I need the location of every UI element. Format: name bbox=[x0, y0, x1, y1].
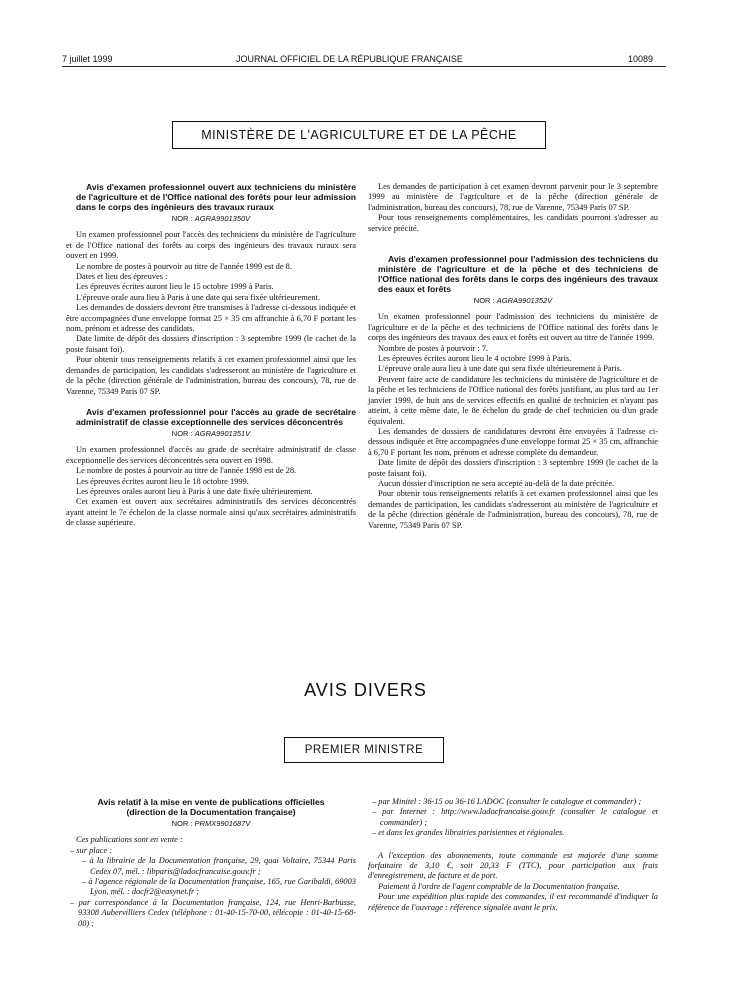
paragraph: Peuvent faire acte de candidature les techniciens du ministère de l'agriculture et de la pêche et les techniciens de l'Office national des forêts justifiant, au plus tard au 1er janvier 1999, de huit ans de services effectifs en qualité de technicien et n'ayant pas atteint, à cette même date, le 8e échelon du grade de chef technicien ou d'un grade équivalent. bbox=[368, 374, 658, 426]
paragraph: Les demandes de dossiers devront être transmises à l'adresse ci-dessous indiquée et être accompagnées d'une enveloppe format 25 × 35 cm affranchie à 6,70 F portant les nom, prénom et adresse des candidats. bbox=[66, 303, 356, 334]
header-date: 7 juillet 1999 bbox=[62, 54, 113, 64]
paragraph: A l'exception des abonnements, toute commande est majorée d'une somme forfaitaire de 3,10 €, soit 20,33 F (TTC), pour participation aux frais d'enregistrement, de facture et de port. bbox=[368, 850, 658, 881]
list-item: – à l'agence régionale de la Documentation française, 165, rue Garibaldi, 69003 Lyon, mél. : docfr2@easynet.fr ; bbox=[82, 877, 356, 897]
right-column bbox=[368, 182, 658, 531]
paragraph: Un examen professionnel pour l'accès des techniciens du ministère de l'agriculture et de l'Office national des forêts au corps des ingénieurs des travaux ruraux sera ouvert en 1999. bbox=[66, 230, 356, 261]
paragraph: Les épreuves écrites auront lieu le 18 octobre 1999. bbox=[76, 476, 249, 486]
article-title: Avis d'examen professionnel pour l'accès au grade de secrétaire administratif de classe exceptionnelle des services déconcentrés bbox=[76, 406, 356, 427]
header-journal-title: JOURNAL OFFICIEL DE LA RÉPUBLIQUE FRANÇAISE bbox=[236, 54, 463, 64]
article-title: Avis relatif à la mise en vente de publications officielles (direction de la Documentation française) bbox=[97, 797, 325, 817]
paragraph: Les demandes de participation à cet examen devront parvenir pour le 3 septembre 1999 au ministère de l'agriculture et de la pêche (direction générale de l'administration, bureau des concours), 78, rue de Varenne, 75349 Paris 07 SP. bbox=[368, 182, 658, 212]
paragraph: Pour obtenir tous renseignements relatifs à cet examen professionnel ainsi que les demandes de participation, les candidats s'adresseront au ministère de l'agriculture et de la pêche (direction générale de l'administration, bureau des concours), 78, rue de Varenne, 75349 Paris 07 SP. bbox=[368, 489, 658, 530]
list-item: – par Internet : http://www.ladocfrancaise.gouv.fr (consulter le catalogue et commander) ; bbox=[372, 807, 658, 827]
ministry-heading: MINISTÈRE DE L'AGRICULTURE ET DE LA PÊCHE bbox=[172, 121, 546, 149]
paragraph: Paiement à l'ordre de l'agent comptable de la Documentation française. bbox=[378, 881, 620, 891]
list-item: – et dans les grandes librairies parisiennes et régionales. bbox=[372, 828, 565, 838]
left-column bbox=[66, 182, 356, 529]
paragraph: Aucun dossier d'inscription ne sera accepté au-delà de la date précitée. bbox=[378, 478, 615, 488]
paragraph: Pour tous renseignements complémentaires, les candidats pourront s'adresser au service précité. bbox=[368, 213, 658, 233]
paragraph: L'épreuve orale aura lieu à une date qui sera fixée ultérieurement à Paris. bbox=[378, 364, 623, 374]
paragraph: Le nombre de postes à pourvoir au titre de l'année 1999 est de 8. bbox=[76, 261, 292, 271]
paragraph: Pour une expédition plus rapide des commandes, il est recommandé d'indiquer la référence de l'ouvrage : référence signalée avant le prix. bbox=[368, 892, 658, 912]
section-heading-avis-divers: AVIS DIVERS bbox=[304, 680, 427, 700]
nor-reference: NOR : PRMX9901687V bbox=[171, 819, 251, 828]
paragraph: Dates et lieu des épreuves : bbox=[76, 272, 168, 282]
paragraph: Un examen professionnel pour l'admission des techniciens du ministère de l'agriculture et de la pêche et des techniciens de l'Office national des forêts dans le corps des ingénieurs des travaux des eaux et forêts est ouvert au titre de l'année 1999. bbox=[368, 312, 658, 343]
header-rule bbox=[62, 66, 666, 67]
premier-ministre-heading: PREMIER MINISTRE bbox=[284, 737, 444, 763]
paragraph: Les épreuves écrites auront lieu le 4 octobre 1999 à Paris. bbox=[378, 354, 572, 364]
nor-reference: NOR : AGRA9901351V bbox=[171, 428, 251, 438]
paragraph: Cet examen est ouvert aux secrétaires administratifs des services déconcentrés ayant atteint le 7e échelon de la classe normale ainsi qu'aux secrétaires administratifs de classe supérieure. bbox=[66, 497, 356, 528]
paragraph: Le nombre de postes à pourvoir au titre de l'année 1998 est de 28. bbox=[76, 466, 297, 476]
list-item: – par Minitel : 36-15 ou 36-16 LADOC (consulter le catalogue et commander) ; bbox=[372, 797, 642, 806]
list-item: – à la librairie de la Documentation française, 29, quai Voltaire, 75344 Paris Cedex 07, mél. : libparis@ladocfrancaise.gouv.fr ; bbox=[82, 856, 356, 876]
paragraph: Un examen professionnel d'accès au grade de secrétaire administratif de classe exceptionnelle des services déconcentrés sera ouvert en 1998. bbox=[66, 445, 356, 465]
right-column-bottom bbox=[368, 797, 658, 913]
paragraph: Les demandes de dossiers de candidatures devront être envoyées à l'adresse ci-dessous indiquée et être accompagnées d'une enveloppe format 25 × 35 cm, affranchie à 6,70 F portant les nom, prénom et adresse complète du demandeur. bbox=[368, 426, 658, 457]
paragraph: Nombre de postes à pourvoir : 7. bbox=[378, 343, 489, 353]
left-column-bottom bbox=[66, 797, 356, 929]
article-title: Avis d'examen professionnel pour l'admission des techniciens du ministère de l'agriculture et de la pêche et des techniciens de l'Office national des forêts dans le corps des ingénieurs des travaux des eaux et forêts bbox=[378, 254, 658, 295]
article-title: Avis d'examen professionnel ouvert aux techniciens du ministère de l'agriculture et de l'Office national des forêts pour leur admission dans le corps des ingénieurs des travaux ruraux bbox=[76, 182, 356, 212]
list-item: – sur place : bbox=[70, 845, 113, 855]
paragraph: Pour obtenir tous renseignements relatifs à cet examen professionnel ainsi que les demandes de participation, les candidats s'adresseront au ministère de l'agriculture et de la pêche (direction générale de l'administration, bureau des concours), 78, rue de Varenne, 75349 Paris 07 SP. bbox=[66, 355, 356, 396]
list-item: – par correspondance à la Documentation française, 124, rue Henri-Barbusse, 93308 Aubervilliers Cedex (téléphone : 01-40-15-70-00, télécopie : 01-40-15-68-00) ; bbox=[70, 897, 356, 928]
nor-reference: NOR : AGRA9901352V bbox=[473, 296, 553, 306]
header-page-number: 10089 bbox=[628, 54, 654, 64]
paragraph: Date limite de dépôt des dossiers d'inscription : 3 septembre 1999 (le cachet de la poste faisant foi). bbox=[66, 334, 356, 354]
paragraph: Les épreuves écrites auront lieu le 15 octobre 1999 à Paris. bbox=[76, 282, 274, 292]
paragraph: Les épreuves orales auront lieu à Paris à une date fixée ultérieurement. bbox=[76, 486, 313, 496]
paragraph: L'épreuve orale aura lieu à Paris à une date qui sera fixée ultérieurement. bbox=[76, 292, 321, 302]
paragraph: Date limite de dépôt des dossiers d'inscription : 3 septembre 1999 (le cachet de la poste faisant foi). bbox=[368, 458, 658, 478]
nor-reference: NOR : AGRA9901350V bbox=[171, 214, 251, 223]
paragraph: Ces publications sont en vente : bbox=[76, 835, 183, 845]
